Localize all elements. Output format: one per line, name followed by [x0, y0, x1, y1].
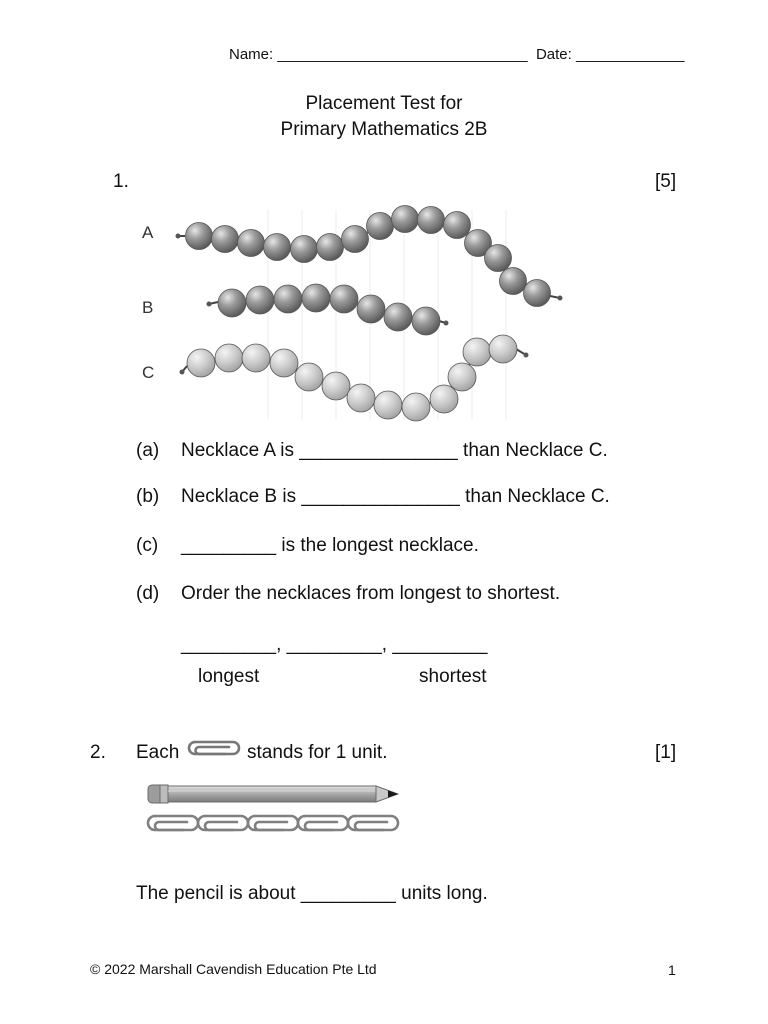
bead [246, 286, 274, 314]
bead [322, 372, 350, 400]
paper-clip [148, 816, 198, 830]
bead [330, 285, 358, 313]
bead [357, 295, 385, 323]
bead [463, 338, 491, 366]
bead [302, 284, 330, 312]
necklace-label-b: B [142, 298, 154, 317]
q1-number: 1. [113, 171, 129, 192]
bead [295, 363, 323, 391]
q2-each: Each [136, 742, 180, 763]
necklace-label-a: A [142, 223, 154, 242]
bead [342, 226, 369, 253]
bead [430, 385, 458, 413]
q1b-label: (b) [136, 486, 160, 507]
test-title: Placement Test for [305, 93, 463, 114]
bead [274, 285, 302, 313]
bead [317, 234, 344, 261]
bead [238, 230, 265, 257]
bead [264, 234, 291, 261]
bead [270, 349, 298, 377]
bead [374, 391, 402, 419]
paper-clip-icon [189, 738, 241, 758]
bead [500, 268, 527, 295]
bead [489, 335, 517, 363]
q1d-label: (d) [136, 583, 160, 604]
bead [218, 289, 246, 317]
bead [187, 349, 215, 377]
paper-clip [248, 816, 298, 830]
necklace-c [180, 335, 529, 421]
pencil-icon [146, 781, 406, 811]
bead [448, 363, 476, 391]
bead [524, 280, 551, 307]
paper-clip [348, 816, 398, 830]
bead [485, 245, 512, 272]
q2-stands-for: stands for 1 unit. [247, 742, 388, 763]
bead [186, 223, 213, 250]
q1b-text: Necklace B is _______________ than Necklace C. [181, 486, 610, 507]
q2-number: 2. [90, 742, 106, 763]
bead [392, 206, 419, 233]
q1c-text: _________ is the longest necklace. [181, 535, 479, 556]
bead [418, 207, 445, 234]
q1-marks: [5] [655, 171, 677, 192]
shortest-label: shortest [419, 666, 487, 687]
name-date-line: Name: ______________________________ Date: _____________ [229, 46, 685, 63]
bead [347, 384, 375, 412]
q1c-label: (c) [136, 535, 159, 556]
bead [384, 303, 412, 331]
bead [291, 236, 318, 263]
necklace-label-c: C [142, 363, 155, 382]
q1a-label: (a) [136, 440, 160, 461]
necklace-b [207, 284, 449, 335]
order-blanks: _________, _________, _________ [181, 634, 488, 655]
q2-question: The pencil is about _________ units long. [136, 883, 488, 904]
paper-clip [298, 816, 348, 830]
bead [215, 344, 243, 372]
bead [412, 307, 440, 335]
bead [212, 226, 239, 253]
bead [444, 212, 471, 239]
q2-marks: [1] [655, 742, 677, 763]
bead [367, 213, 394, 240]
copyright: © 2022 Marshall Cavendish Education Pte Ltd [90, 961, 377, 977]
page-number: 1 [668, 962, 676, 978]
paper-clip-row [146, 812, 406, 834]
q1d-text: Order the necklaces from longest to shortest. [181, 583, 561, 604]
bead [402, 393, 430, 421]
paper-clip [198, 816, 248, 830]
test-subtitle: Primary Mathematics 2B [280, 119, 488, 140]
q1a-text: Necklace A is _______________ than Necklace C. [181, 440, 608, 461]
bead [242, 344, 270, 372]
longest-label: longest [198, 666, 260, 687]
